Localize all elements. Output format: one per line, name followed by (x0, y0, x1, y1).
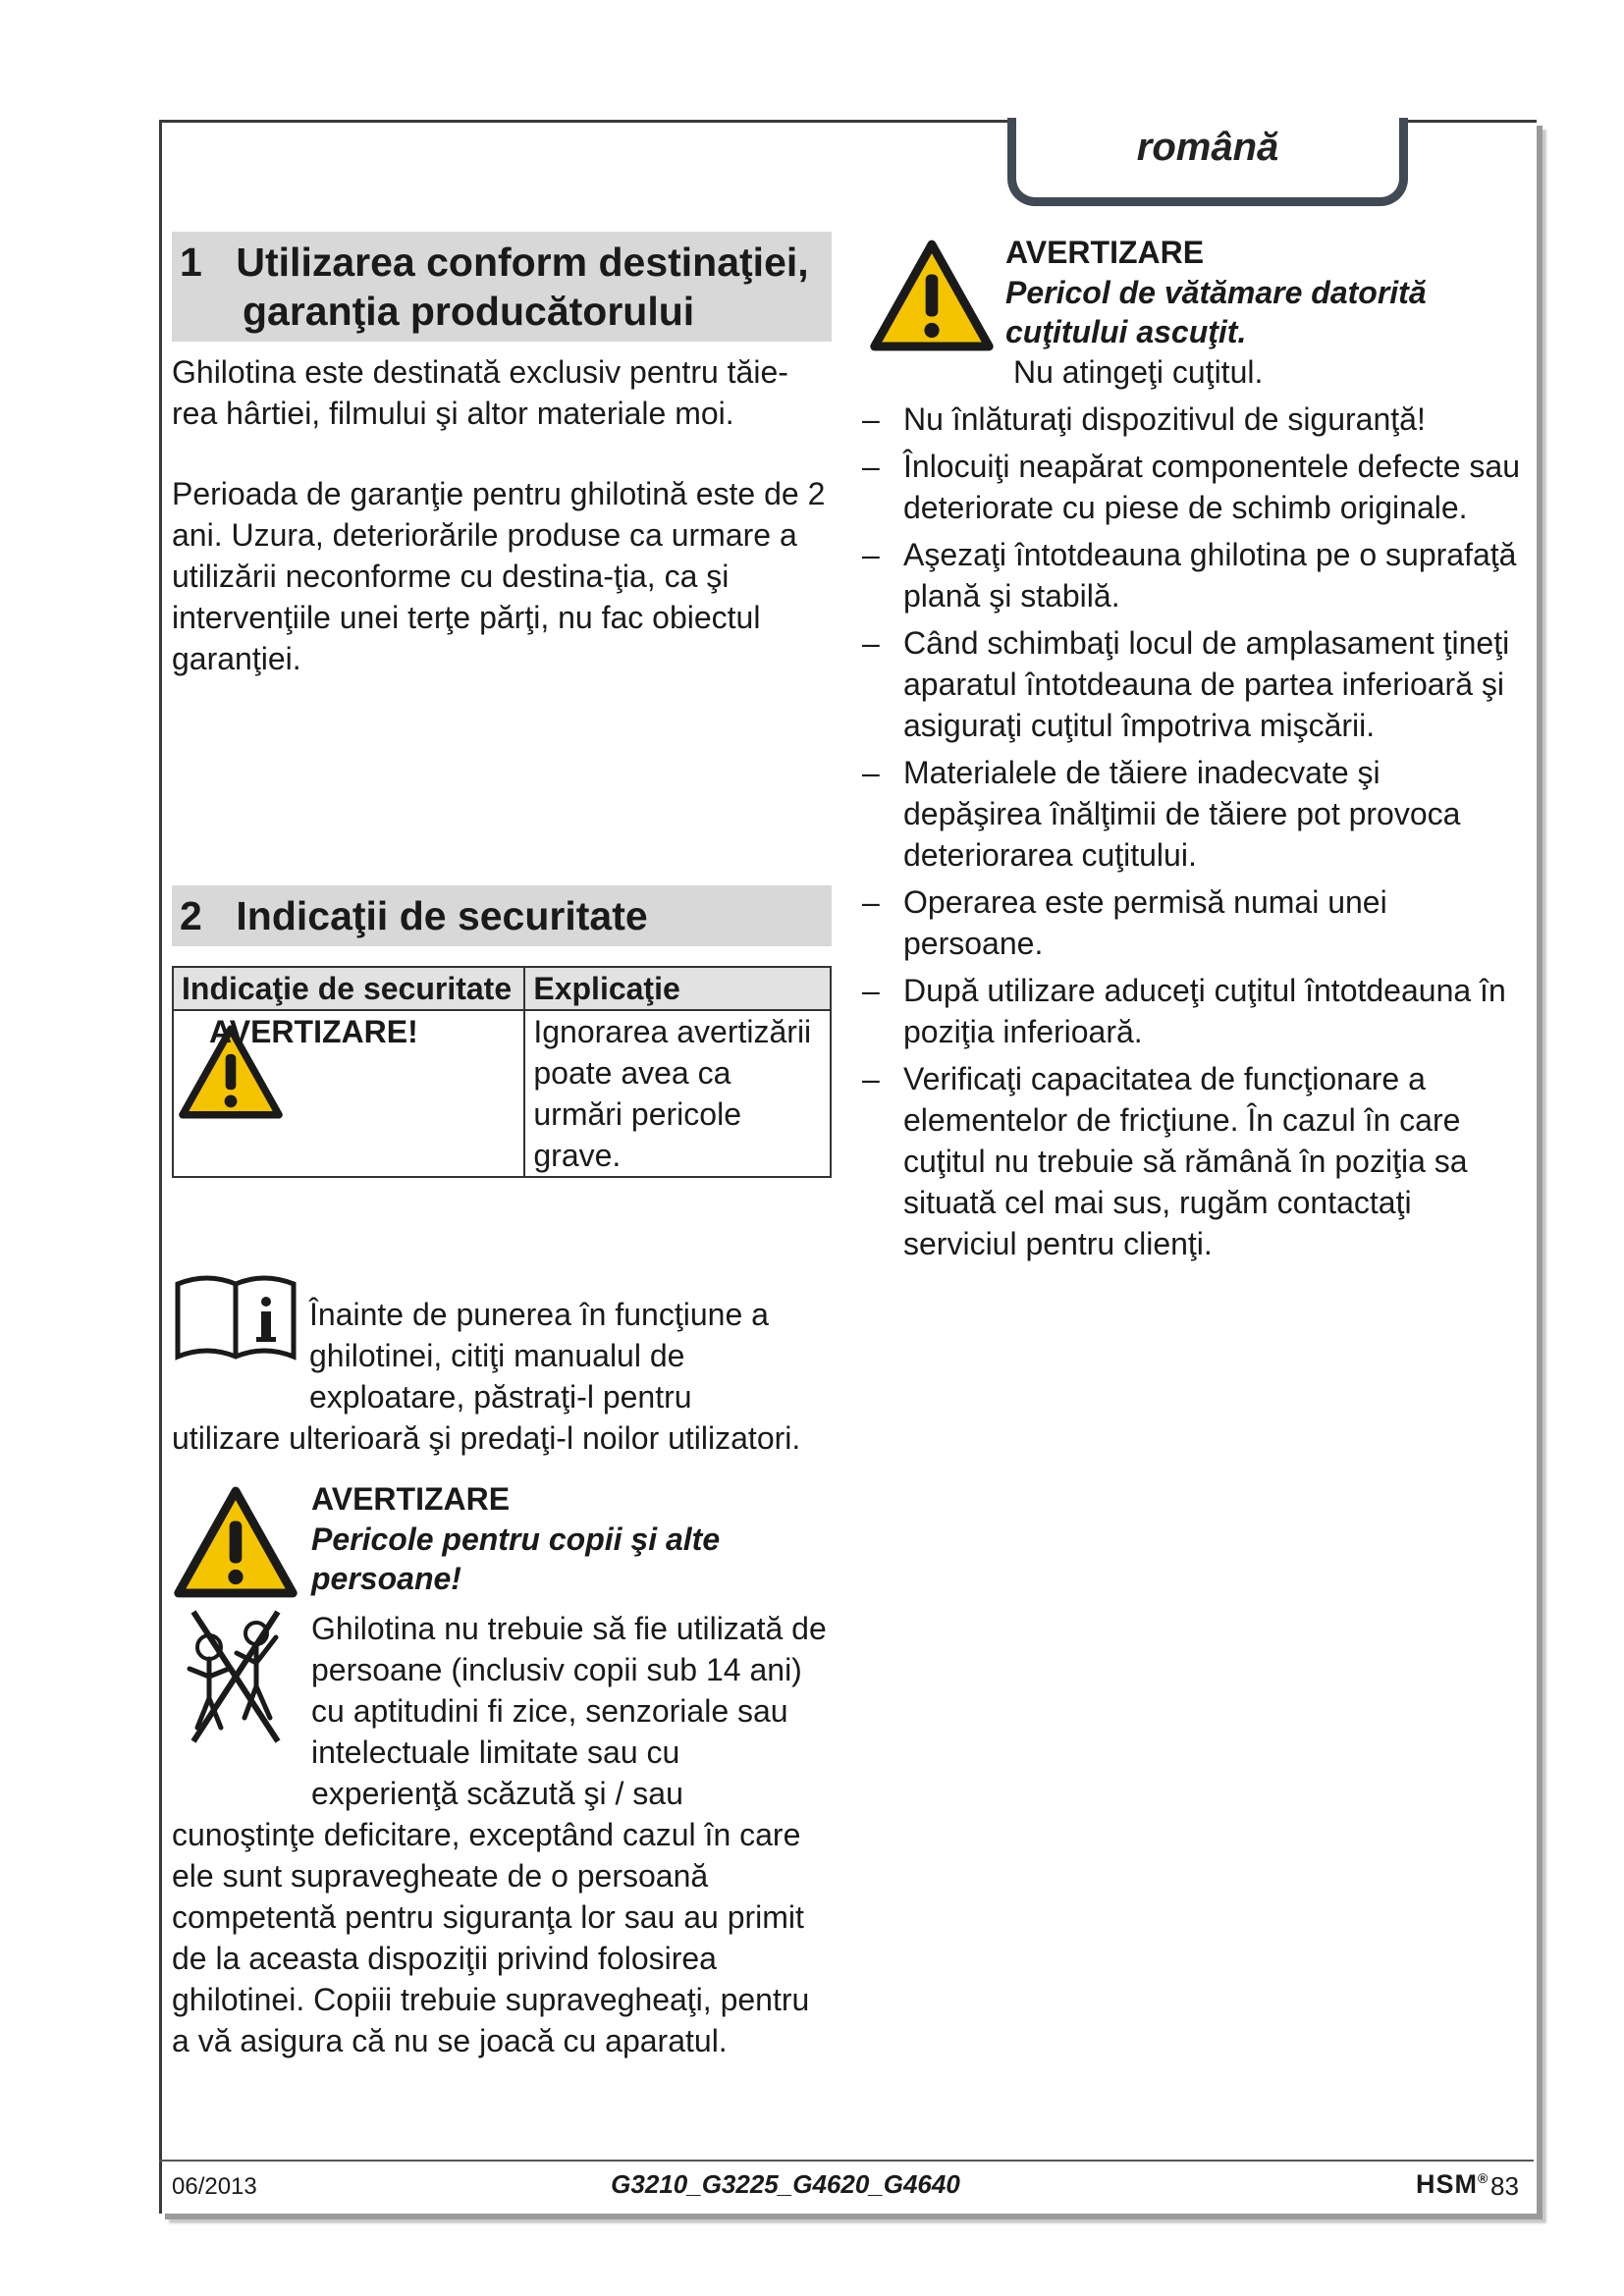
list-item: – Când schimbaţi locul de amplasament ţineţi aparatul întotdeauna de partea inferioară şi asiguraţi cuţitul împotriva mişcării. (862, 622, 1520, 746)
children-warning-text-rest: cunoştinţe deficitare, exceptând cazul în care ele sunt supravegheate de o persoană competentă pentru siguranţa lor sau au primit de la aceasta dispoziţii privind folosirea ghilotinei. Copiii trebuie supravegheaţi, pentru a vă asigura că nu se joacă cu aparatul. (172, 1817, 810, 2058)
list-item: – Verificaţi capacitatea de funcţionare a elementelor de fricţiune. În cazul în care cuţitul nu trebuie să rămână în poziţia sa situată cel mai sus, rugăm contactaţi serviciul pentru clienţi. (862, 1058, 1520, 1264)
list-item: – Operarea este permisă numai unei persoane. (862, 881, 1520, 964)
safety-table (172, 966, 832, 1178)
safety-table-header-row (173, 967, 831, 1010)
warning-triangle-icon (868, 240, 996, 351)
children-warning (172, 1478, 832, 2061)
safety-table-row (173, 1010, 831, 1177)
brand-name: HSM (1416, 2169, 1478, 2199)
warning-triangle-icon (172, 1486, 299, 1598)
left-column (172, 232, 832, 2061)
footer-date: 06/2013 (172, 2173, 257, 2200)
language-label: română (1136, 126, 1279, 169)
no-children-icon (172, 1608, 298, 1745)
children-warning-text-indented: Ghilotina nu trebuie să fie utilizată de persoane (inclusiv copii sub 14 ani) cu aptitudini fi zice, senzoriale sau intelectuale limitate sau cu experienţă scăzută şi / sau (311, 1611, 827, 1811)
safety-table-cell-explanation: Ignorarea avertizării poate avea ca urmări pericole grave. (524, 1010, 831, 1177)
knife-warning (862, 232, 1520, 393)
section-2-heading (172, 885, 832, 946)
warning-keyword: AVERTIZARE! (209, 1014, 418, 1049)
section-2-number: 2 (180, 893, 202, 938)
safety-table-cell-indicator (173, 1010, 524, 1177)
list-item: – După utilizare aduceţi cuţitul întotdeauna în poziţia inferioară. (862, 970, 1520, 1052)
intended-use-paragraph: Ghilotina este destinată exclusiv pentru tăie-rea hârtiei, filmului şi altor materiale moi. (172, 354, 788, 431)
brand-registered-mark: ® (1478, 2170, 1489, 2186)
section-1-title-line2: garanţia producătorului (243, 289, 695, 334)
children-warning-title: AVERTIZARE (311, 1481, 511, 1517)
list-item: – Aşezaţi întotdeauna ghilotina pe o suprafaţă plană şi stabilă. (862, 534, 1520, 616)
right-column (862, 232, 1520, 1264)
manual-note-indented: Înainte de punerea în funcţiune a ghilotinei, citiţi manualul de exploatare, păstraţi-l pentru (309, 1297, 769, 1415)
manual-note-rest: utilizare ulterioară şi predaţi-l noilor utilizatori. (172, 1420, 801, 1456)
section-1-title-line1: Utilizarea conform destinaţiei, (236, 240, 809, 285)
safety-table-col2-header: Explicaţie (524, 967, 831, 1010)
manual-book-icon (172, 1266, 299, 1364)
knife-warning-instruction: Nu atingeţi cuţitul. (1013, 354, 1264, 390)
list-item: – Nu înlăturaţi dispozitivul de siguranţă! (862, 399, 1520, 440)
list-item: – Înlocuiţi neapărat componentele defecte sau deteriorate cu piese de schimb originale. (862, 446, 1520, 528)
section-1-number: 1 (180, 240, 202, 285)
knife-warning-title: AVERTIZARE (1005, 235, 1205, 270)
manual-note (172, 1255, 832, 1459)
section-1-heading (172, 232, 832, 342)
knife-warning-subtitle: Pericol de vătămare datorită cuţitului ascuţit. (1005, 275, 1427, 349)
children-warning-subtitle: Pericole pentru copii şi alte persoane! (311, 1522, 721, 1596)
section-2-title: Indicaţii de securitate (236, 893, 648, 938)
page-number: 83 (1490, 2171, 1519, 2201)
footer-divider (159, 2160, 1534, 2162)
safety-instructions-list (862, 399, 1520, 1264)
language-tab (1007, 118, 1408, 206)
warranty-paragraph: Perioada de garanţie pentru ghilotină este de 2 ani. Uzura, deteriorările produse ca urmare a utilizării neconforme cu destina-ţia, ca şi intervenţiile unei terţe părţi, nu fac obiectul garanţiei. (172, 476, 826, 676)
list-item: – Materialele de tăiere inadecvate şi depăşirea înălţimii de tăiere pot provoca deteriorarea cuţitului. (862, 752, 1520, 876)
brand-logo (1416, 2169, 1489, 2200)
safety-table-col1-header: Indicaţie de securitate (173, 967, 524, 1010)
footer-model: G3210_G3225_G4620_G4640 (611, 2169, 960, 2199)
